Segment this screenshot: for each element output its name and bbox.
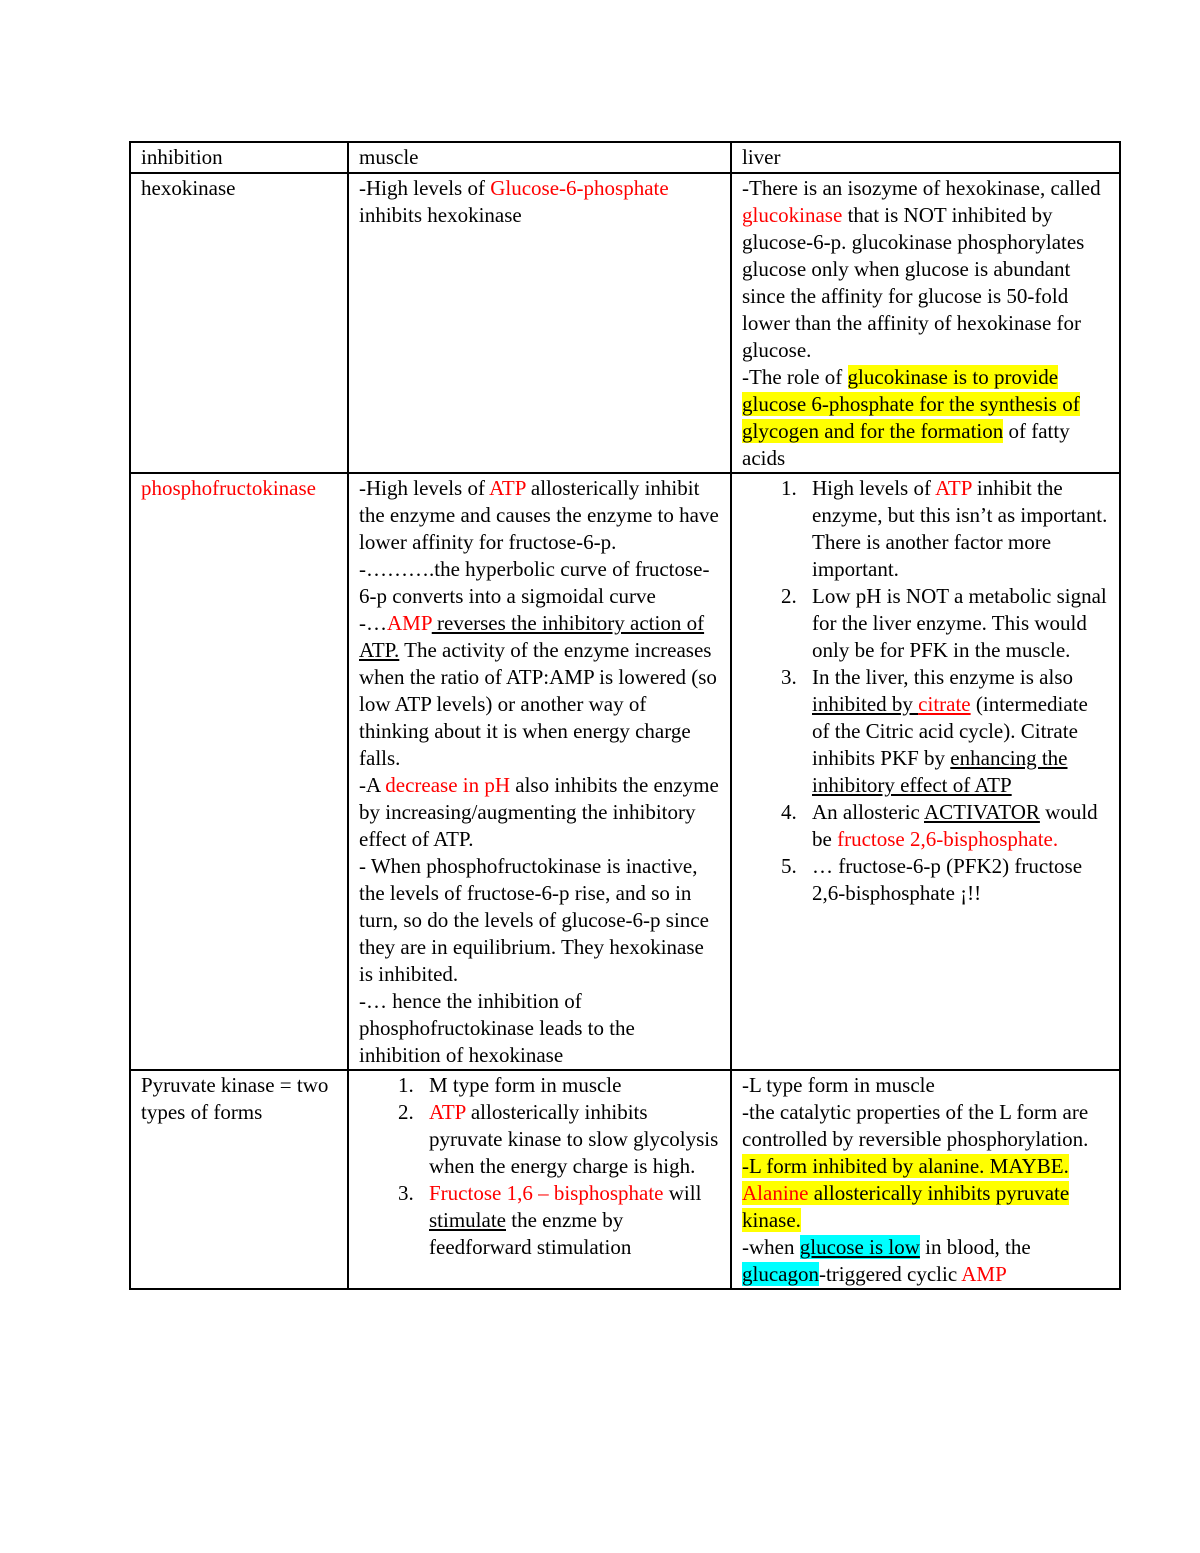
header-liver-text: liver <box>742 145 781 169</box>
numbered-list <box>359 1072 720 1261</box>
highlighted-text: -L form inhibited by alanine. MAYBE. <box>742 1154 1069 1178</box>
text-run: -A <box>359 773 386 797</box>
paragraph <box>742 1153 1109 1234</box>
text-run: allosterically inhibits pyruvate kinase to slow glycolysis when the energy charge is high. <box>429 1100 719 1178</box>
header-muscle <box>348 142 731 173</box>
list-item <box>419 1072 720 1099</box>
text-run: Low pH is NOT a metabolic signal for the liver enzyme. This would only be for PFK in the muscle. <box>812 584 1107 662</box>
header-liver <box>731 142 1120 173</box>
text-run: -There is an isozyme of hexokinase, called <box>742 176 1101 200</box>
enzyme-name: phosphofructokinase <box>141 476 316 500</box>
red-text: AMP <box>961 1262 1007 1286</box>
text-run: in blood, the <box>919 1235 1031 1259</box>
underlined-text: inhibited by <box>812 692 919 716</box>
table-row-pyruvate-kinase <box>130 1070 1120 1289</box>
paragraph <box>742 175 1109 364</box>
text-run: the enzme by feedforward stimulation <box>429 1208 632 1259</box>
highlighted-text: glucokinase is to provide glucose 6-phosphate for the synthesis of glycogen and for the formation <box>742 365 1080 443</box>
table-row-hexokinase <box>130 173 1120 473</box>
text-run: -triggered cyclic <box>818 1262 962 1286</box>
text-run: M type form in muscle <box>429 1073 622 1097</box>
text-run: allosterically inhibit the enzyme and causes the enzyme to have lower affinity for fructose-6-p. <box>359 476 719 554</box>
red-text: AMP <box>387 611 432 635</box>
list-item <box>419 1180 720 1261</box>
list-item <box>802 664 1109 799</box>
header-inhibition <box>130 142 348 173</box>
paragraph: -the catalytic properties of the L form are controlled by reversible phosphorylation. <box>742 1100 1089 1151</box>
text-run: -The role of <box>742 365 848 389</box>
text-run: -High levels of <box>359 176 491 200</box>
text-run: The activity of the enzyme increases when the ratio of ATP:AMP is lowered (so low ATP levels) or another way of thinking about it is when energy charge falls. <box>359 638 717 770</box>
text-run: -… <box>359 611 387 635</box>
text-run: High levels of <box>812 476 936 500</box>
text-run: (intermediate of the Citric acid cycle). Citrate inhibits PKF by <box>812 692 1088 770</box>
header-muscle-text: muscle <box>359 145 419 169</box>
underlined-text: ACTIVATOR <box>923 800 1040 824</box>
text-run: also inhibits the enzyme by increasing/augmenting the inhibitory effect of ATP. <box>359 773 719 851</box>
cell-pk-muscle <box>348 1070 731 1289</box>
paragraph <box>359 772 720 853</box>
text-run: would be <box>812 800 1098 851</box>
header-inhibition-text: inhibition <box>141 145 223 169</box>
regulation-table <box>129 141 1121 1290</box>
underlined-text: stimulate <box>429 1208 506 1232</box>
paragraph: -… hence the inhibition of phosphofructokinase leads to the inhibition of hexokinase <box>359 989 635 1067</box>
cell-pfk-muscle <box>348 473 731 1070</box>
paragraph: -L type form in muscle <box>742 1073 935 1097</box>
table-row-pfk <box>130 473 1120 1070</box>
list-item <box>802 799 1109 853</box>
paragraph <box>359 475 720 556</box>
red-text: citrate <box>918 692 971 716</box>
underlined-text: enhancing the inhibitory effect of ATP <box>812 746 1068 797</box>
cell-hexokinase-enzyme <box>130 173 348 473</box>
list-item <box>802 475 1109 583</box>
text-run: inhibit the enzyme, but this isn’t as important. There is another factor more important. <box>812 476 1108 581</box>
red-text: Glucose-6-phosphate <box>490 176 669 200</box>
list-item <box>419 1099 720 1180</box>
cell-hexokinase-muscle <box>348 173 731 473</box>
paragraph: -……….the hyperbolic curve of fructose-6-p converts into a sigmoidal curve <box>359 557 710 608</box>
cyan-highlighted-text: glucose is low <box>799 1235 920 1259</box>
enzyme-name: hexokinase <box>141 176 236 200</box>
paragraph <box>742 1234 1109 1288</box>
highlighted-text: allosterically inhibits pyruvate kinase. <box>742 1181 1070 1232</box>
paragraph <box>359 610 720 772</box>
red-text: fructose 2,6-bisphosphate. <box>837 827 1059 851</box>
text-run: … fructose-6-p (PFK2) fructose 2,6-bisphosphate ¡!! <box>812 854 1083 905</box>
paragraph <box>742 364 1109 472</box>
text-run: -when <box>742 1235 800 1259</box>
red-text: Fructose 1,6 – bisphosphate <box>429 1181 664 1205</box>
cell-hexokinase-liver <box>731 173 1120 473</box>
red-text: decrease in pH <box>385 773 511 797</box>
red-text: ATP <box>489 476 526 500</box>
cell-pfk-enzyme <box>130 473 348 1070</box>
underlined-text: reverses the inhibitory action of ATP. <box>359 611 705 662</box>
table-header-row <box>130 142 1120 173</box>
text-run: An allosteric <box>812 800 924 824</box>
cell-pfk-liver <box>731 473 1120 1070</box>
text-run: In the liver, this enzyme is also <box>812 665 1074 689</box>
list-item <box>802 853 1109 907</box>
cyan-highlighted-text: glucagon <box>742 1262 819 1286</box>
cell-pk-liver <box>731 1070 1120 1289</box>
enzyme-name: Pyruvate kinase = two types of forms <box>141 1073 329 1124</box>
text-run: that is NOT inhibited by glucose-6-p. glucokinase phosphorylates glucose only when glucose is abundant since the affinity for glucose is 50-fold lower than the affinity of hexokinase for glucose. <box>742 203 1085 362</box>
text-run: will <box>663 1181 702 1205</box>
cell-pk-enzyme <box>130 1070 348 1289</box>
text-run: of fatty acids <box>742 419 1070 470</box>
list-item <box>802 583 1109 664</box>
red-text: Alanine <box>742 1181 809 1205</box>
text-run: -High levels of <box>359 476 490 500</box>
red-text: glucokinase <box>742 203 843 227</box>
paragraph: - When phosphofructokinase is inactive, the levels of fructose-6-p rise, and so in turn, so do the levels of glucose-6-p since they are in equilibrium. They hexokinase is inhibited. <box>359 854 709 986</box>
red-text: ATP <box>935 476 972 500</box>
red-text: ATP <box>429 1100 466 1124</box>
numbered-list <box>742 475 1109 907</box>
text-run: inhibits hexokinase <box>359 203 522 227</box>
